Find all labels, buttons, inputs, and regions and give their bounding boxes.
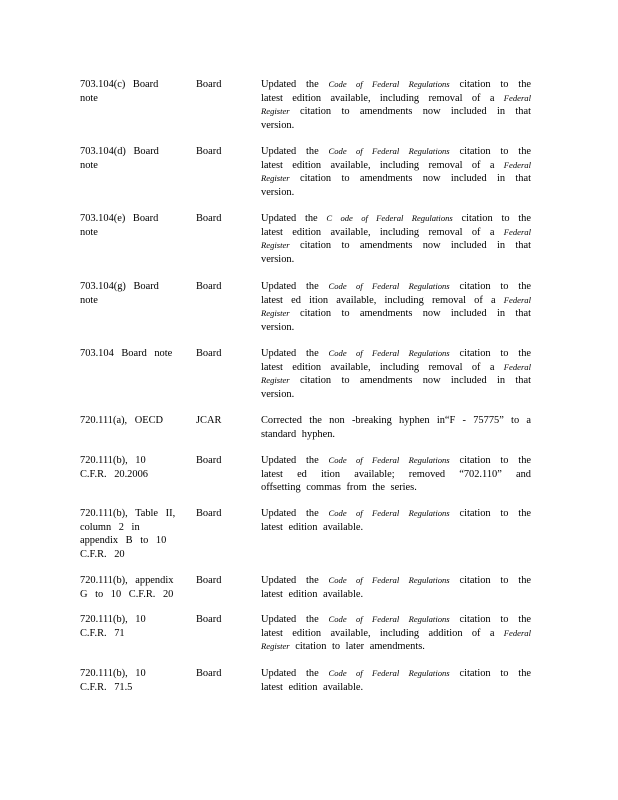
source-text: Board	[196, 614, 222, 625]
section-line: 720.111(b), 10	[80, 455, 146, 466]
source-text: Board	[196, 146, 222, 157]
description-line	[261, 226, 531, 240]
description-text: latest edition available, including removal of a	[261, 226, 504, 238]
description-text: latest edition available, including removal of a	[261, 92, 504, 104]
section-line: C.F.R. 71	[80, 627, 125, 639]
source-text: Board	[196, 575, 222, 586]
citation-italic: Federal	[503, 627, 531, 638]
section-cell	[80, 347, 188, 361]
section-line: C.F.R. 20.2006	[80, 468, 148, 480]
description-text: citation to amendments now included in that	[289, 375, 531, 387]
description-line	[261, 92, 531, 106]
description-text: Updated the	[261, 348, 329, 359]
citation-italic: Code of Federal Regulations	[328, 146, 450, 156]
citation-italic: Register	[261, 173, 290, 184]
description-text: citation to the	[449, 146, 532, 157]
section-line: 703.104(d) Board	[80, 146, 159, 157]
description-line	[261, 172, 531, 186]
source-text: Board	[196, 508, 222, 519]
description-text: Updated the	[261, 146, 329, 157]
section-line: C.F.R. 71.5	[80, 681, 133, 693]
description-cell	[261, 212, 531, 266]
description-line: version.	[261, 119, 295, 131]
description-cell	[261, 667, 531, 694]
description-text: citation to amendments now included in that	[289, 240, 531, 252]
description-line	[261, 667, 531, 681]
source-cell	[196, 414, 252, 428]
description-line	[261, 454, 531, 468]
citation-italic: Code of Federal Regulations	[328, 614, 450, 624]
source-cell	[196, 507, 252, 521]
description-line	[261, 212, 531, 226]
citation-italic: Code of Federal Regulations	[328, 455, 450, 465]
section-line: 703.104(g) Board	[80, 281, 159, 292]
citation-italic: Federal	[503, 226, 531, 237]
section-cell	[80, 454, 188, 481]
description-text: citation to amendments now included in that	[289, 173, 531, 185]
section-cell	[80, 574, 188, 601]
description-line	[261, 574, 531, 588]
description-line	[261, 613, 531, 627]
citation-italic: Code of Federal Regulations	[328, 281, 450, 291]
description-text: citation to the	[449, 348, 532, 359]
source-text: Board	[196, 281, 222, 292]
citation-italic: Register	[261, 106, 290, 117]
description-line: version.	[261, 186, 295, 198]
section-line: C.F.R. 20	[80, 548, 125, 560]
section-line: 703.104(e) Board	[80, 213, 159, 224]
citation-italic: Code of Federal Regulations	[328, 79, 450, 89]
description-cell	[261, 78, 531, 132]
description-line: latest edition available.	[261, 681, 364, 693]
section-line: 720.111(b), appendix	[80, 575, 174, 586]
source-cell	[196, 280, 252, 294]
section-line: note	[80, 159, 98, 171]
description-cell	[261, 280, 531, 334]
description-line: standard hyphen.	[261, 428, 335, 440]
description-line	[261, 78, 531, 92]
section-cell	[80, 280, 188, 307]
citation-italic: C ode of Federal Regulations	[326, 213, 453, 223]
description-text: Updated the	[261, 614, 329, 625]
description-line	[261, 627, 531, 641]
source-cell	[196, 667, 252, 681]
description-cell	[261, 507, 531, 534]
description-line: Corrected the non -breaking hyphen in“F - 75775” to a	[261, 415, 531, 426]
description-text: Updated the	[261, 455, 329, 466]
description-text: citation to the	[449, 79, 532, 90]
section-line: note	[80, 294, 98, 306]
description-cell	[261, 145, 531, 199]
description-cell	[261, 613, 531, 654]
description-cell	[261, 454, 531, 495]
description-cell	[261, 574, 531, 601]
description-text: Updated the	[261, 281, 329, 292]
section-cell	[80, 414, 188, 428]
citation-italic: Code of Federal Regulations	[328, 668, 450, 678]
description-line: latest ed ition available; removed “702.110” and	[261, 468, 531, 480]
description-line: latest edition available.	[261, 588, 364, 600]
section-cell	[80, 145, 188, 172]
citation-italic: Federal	[503, 92, 531, 103]
citation-italic: Federal	[503, 294, 531, 305]
description-text: citation to the	[449, 508, 532, 519]
description-line: version.	[261, 388, 295, 400]
source-cell	[196, 145, 252, 159]
description-text: Updated the	[261, 213, 327, 224]
description-text: latest ed ition available, including removal of a	[261, 294, 504, 306]
section-line: 720.111(a), OECD	[80, 415, 164, 426]
description-line: offsetting commas from the series.	[261, 482, 417, 494]
description-text: citation to later amendments.	[289, 641, 425, 653]
section-line: 703.104 Board note	[80, 348, 173, 359]
section-cell	[80, 78, 188, 105]
source-text: Board	[196, 348, 222, 359]
description-text: citation to amendments now included in that	[289, 106, 531, 118]
description-text: citation to the	[449, 455, 532, 466]
citation-italic: Register	[261, 240, 290, 251]
description-text: citation to the	[449, 614, 532, 625]
section-line: 720.111(b), Table II,	[80, 508, 176, 519]
description-text: citation to the	[452, 213, 531, 224]
section-line: note	[80, 92, 98, 104]
description-line	[261, 640, 531, 654]
description-text: citation to the	[449, 575, 532, 586]
section-line: appendix B to 10	[80, 535, 167, 547]
description-line	[261, 307, 531, 321]
citation-italic: Code of Federal Regulations	[328, 348, 450, 358]
citation-italic: Federal	[503, 361, 531, 372]
description-cell	[261, 347, 531, 401]
section-cell	[80, 212, 188, 239]
description-text: latest edition available, including removal of a	[261, 159, 504, 171]
source-cell	[196, 347, 252, 361]
citation-italic: Register	[261, 375, 290, 386]
section-line: note	[80, 226, 98, 238]
description-text: latest edition available, including addition of a	[261, 627, 504, 639]
citation-italic: Register	[261, 308, 290, 319]
description-line	[261, 280, 531, 294]
description-text: citation to amendments now included in that	[289, 308, 531, 320]
source-cell	[196, 574, 252, 588]
description-text: latest edition available, including removal of a	[261, 361, 504, 373]
section-line: G to 10 C.F.R. 20	[80, 588, 174, 600]
citation-italic: Code of Federal Regulations	[328, 575, 450, 585]
section-line: 703.104(c) Board	[80, 79, 159, 90]
description-line	[261, 239, 531, 253]
description-text: Updated the	[261, 79, 329, 90]
citation-italic: Code of Federal Regulations	[328, 508, 450, 518]
source-text: Board	[196, 455, 222, 466]
source-cell	[196, 454, 252, 468]
description-line	[261, 374, 531, 388]
source-cell	[196, 613, 252, 627]
source-cell	[196, 212, 252, 226]
description-line	[261, 105, 531, 119]
description-text: citation to the	[449, 668, 532, 679]
section-cell	[80, 613, 188, 640]
description-text: Updated the	[261, 668, 329, 679]
citation-italic: Federal	[503, 159, 531, 170]
description-line	[261, 159, 531, 173]
description-line: version.	[261, 253, 295, 265]
source-text: Board	[196, 213, 222, 224]
description-text: Updated the	[261, 508, 329, 519]
section-cell	[80, 667, 188, 694]
description-line	[261, 507, 531, 521]
source-text: Board	[196, 79, 222, 90]
description-line	[261, 347, 531, 361]
description-text: citation to the	[449, 281, 532, 292]
source-cell	[196, 78, 252, 92]
section-line: column 2 in	[80, 521, 140, 533]
description-text: Updated the	[261, 575, 329, 586]
description-line	[261, 361, 531, 375]
section-line: 720.111(b), 10	[80, 614, 146, 625]
description-line: version.	[261, 321, 295, 333]
description-line	[261, 145, 531, 159]
description-cell	[261, 414, 531, 441]
citation-italic: Register	[261, 641, 290, 652]
source-text: Board	[196, 668, 222, 679]
source-text: JCAR	[196, 415, 222, 426]
section-cell	[80, 507, 188, 561]
description-line	[261, 294, 531, 308]
section-line: 720.111(b), 10	[80, 668, 146, 679]
description-line: latest edition available.	[261, 521, 364, 533]
